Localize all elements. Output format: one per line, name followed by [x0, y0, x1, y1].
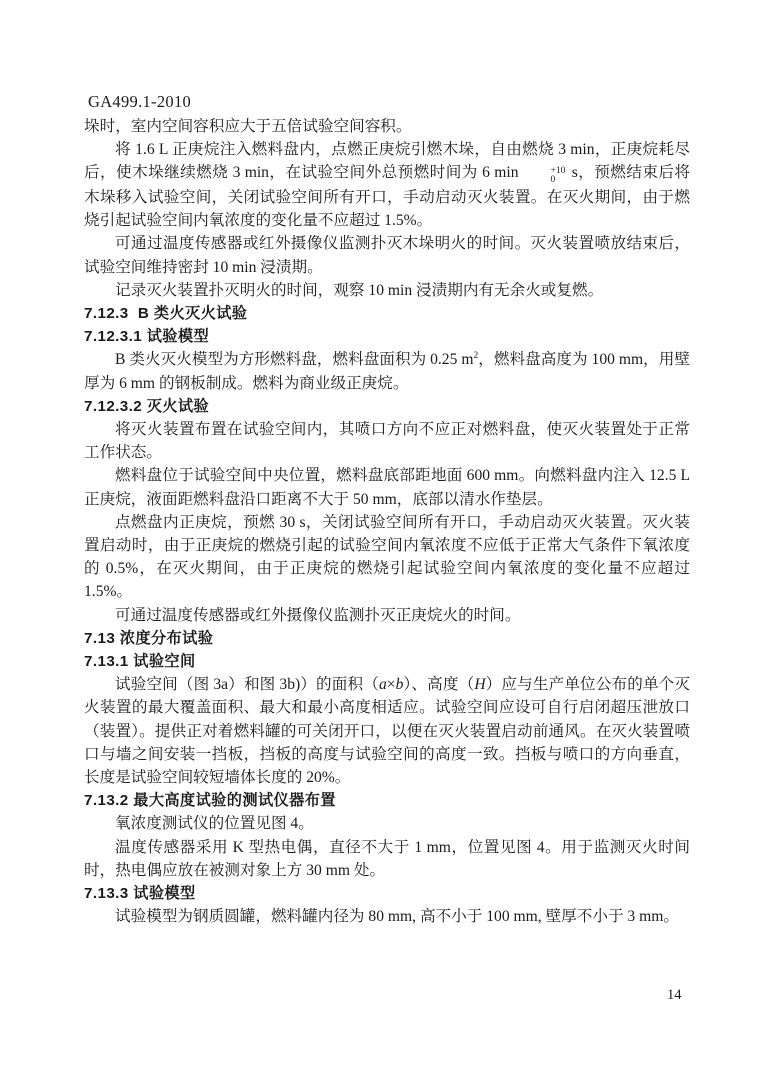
paragraph: 试验空间（图 3a）和图 3b)）的面积（a×b）、高度（H）应与生产单位公布的单个灭火装置的最大覆盖面积、最大和最小高度相适应。试验空间应设可自行启闭超压泄放口（装置）。提供正对着燃料罐的可关闭开口，以便在灭火装置启动前通风。在灭火装置喷口与墙之间安装一挡板，挡板的高度与试验空间的高度一致。挡板与喷口的方向垂直，长度是试验空间较短墙体长度的 20%。	[84, 676, 690, 786]
variable-symbol: b	[395, 676, 404, 694]
section-heading: 7.12.3.2 灭火试验	[84, 397, 210, 415]
document-body	[84, 115, 690, 928]
section-heading: 7.13.1 试验空间	[84, 652, 196, 670]
paragraph: 试验模型为钢质圆罐，燃料罐内径为 80 mm, 高不小于 100 mm, 壁厚不小于 3 mm。	[115, 908, 679, 926]
section-heading: 7.13.2 最大高度试验的测试仪器布置	[84, 792, 336, 810]
paragraph: 将 1.6 L 正庚烷注入燃料盘内，点燃正庚烷引燃木垛，自由燃烧 3 min，正庚烷耗尽后，使木垛继续燃烧 3 min，在试验空间外总预燃时间为 6 min +10 0 s，预燃结束后将木垛移入试验空间，关闭试验空间所有开口，手动启动灭火装置。在灭火期间，由于燃烧引起试验空间内氧浓度的变化量不应超过 1.5%。	[84, 141, 690, 230]
section-heading: 7.13.3 试验模型	[84, 885, 196, 902]
document-code: GA499.1-2010	[88, 92, 192, 111]
paragraph: 温度传感器采用 K 型热电偶，直径不大于 1 mm，位置见图 4。用于监测灭火时间时，热电偶应放在被测对象上方 30 mm 处。	[84, 838, 690, 879]
section-heading: 7.13 浓度分布试验	[84, 629, 214, 647]
tolerance-notation: +10 0	[550, 165, 566, 186]
variable-symbol: a	[378, 676, 387, 694]
section-heading: 7.12.3 B 类火灭火试验	[84, 304, 248, 322]
paragraph: 可通过温度传感器或红外摄像仪监测扑灭正庚烷火的时间。	[115, 606, 521, 624]
paragraph: 燃料盘位于试验空间中央位置，燃料盘底部距地面 600 mm。向燃料盘内注入 12.5 L 正庚烷，液面距燃料盘沿口距离不大于 50 mm，底部以清水作垫层。	[84, 467, 690, 508]
paragraph: 氧浓度测试仪的位置见图 4。	[115, 815, 314, 833]
variable-symbol: H	[474, 676, 486, 694]
paragraph: B 类火灭火模型为方形燃料盘，燃料盘面积为 0.25 $m^2$，燃料盘高度为 100 mm，用壁厚为 6 mm 的钢板制成。燃料为商业级正庚烷。	[84, 351, 690, 392]
paragraph: 垛时，室内空间容积应大于五倍试验空间容积。	[84, 118, 412, 135]
paragraph: 点燃盘内正庚烷，预燃 30 s，关闭试验空间所有开口，手动启动灭火装置。灭火装置启动时，由于正庚烷的燃烧引起的试验空间内氧浓度不应低于正常大气条件下氧浓度的 0.5%，在灭火期间，由于正庚烷的燃烧引起试验空间内氧浓度的变化量不应超过 1.5%。	[84, 513, 690, 601]
paragraph: 记录灭火装置扑灭明火的时间，观察 10 min 浸渍期内有无余火或复燃。	[115, 281, 604, 299]
paragraph: 可通过温度传感器或红外摄像仪监测扑灭木垛明火的时间。灭火装置喷放结束后，试验空间维持密封 10 min 浸渍期。	[84, 235, 690, 276]
paragraph: 将灭火装置布置在试验空间内，其喷口方向不应正对燃料盘，使灭火装置处于正常工作状态。	[84, 420, 690, 462]
superscript: 2	[473, 351, 479, 362]
page-number: 14	[667, 987, 682, 1003]
section-heading: 7.12.3.1 试验模型	[84, 328, 210, 346]
